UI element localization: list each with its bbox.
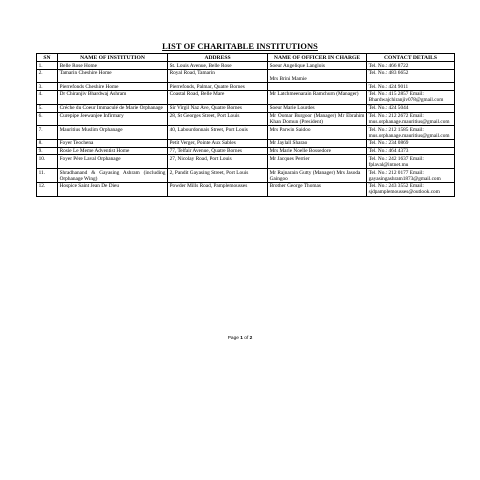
cell-officer: Soeur Marie Lourdes [268, 104, 367, 112]
institutions-table [36, 53, 455, 197]
cell-officer: Mr Jaylall Sharao [268, 140, 367, 148]
table-row [37, 155, 455, 169]
cell-officer: Mr Latchmeenarain Ramchurn (Manager) [268, 91, 367, 105]
table-row [37, 169, 455, 183]
cell-address: Petit Verger, Pointe Aux Sables [168, 140, 268, 148]
cell-officer: Mr Oomar Burgoor (Manager) Mr Ebrahim Khan Domun (President) [268, 112, 367, 126]
cell-address: 27, Nicolay Road, Port Louis [168, 155, 268, 169]
cell-officer: Mrs Marie Noelle Bossedore [268, 147, 367, 155]
cell-name: Foyer Teochena [58, 140, 168, 148]
cell-sn: 11. [37, 169, 58, 183]
cell-contact: Tel. No.: 483 6652 [367, 69, 455, 82]
cell-name: Foyer Père Laval Orphanage [58, 155, 168, 169]
table-header-row [37, 54, 455, 62]
footer-page-prefix: Page [227, 336, 241, 341]
cell-address: Royal Road, Tamarin [168, 69, 268, 82]
header-contact: CONTACT DETAILS [367, 54, 455, 62]
header-address: ADDRESS [168, 54, 268, 62]
document-title: LIST OF CHARITABLE INSTITUTIONS [162, 42, 318, 51]
cell-address: 40, Labourdonnais Street, Port Louis [168, 126, 268, 140]
cell-contact: Tel. No.: 464 4373 [367, 147, 455, 155]
cell-sn: 6. [37, 112, 58, 126]
table-row [37, 126, 455, 140]
table-row [37, 104, 455, 112]
cell-name: Dr Chiranjiv Bhardwaj Ashram [58, 91, 168, 105]
cell-name: Curepipe Jeewanjee Infirmary [58, 112, 168, 126]
cell-name: Tamarin Cheshire Home [58, 69, 168, 82]
cell-sn: 8. [37, 140, 58, 148]
cell-contact: Tel. No.: 242 1637 Email: fplaval@intnet.mu [367, 155, 455, 169]
table-row [37, 83, 455, 91]
footer-page-of: of [242, 336, 250, 341]
cell-name: Hospice Saint Jean De Dieu [58, 183, 168, 197]
table-row [37, 91, 455, 105]
table-row [37, 140, 455, 148]
header-officer: NAME OF OFFICER IN CHARGE [268, 54, 367, 62]
cell-sn: 9. [37, 147, 58, 155]
cell-officer: Mrs Parwin Saidoo [268, 126, 367, 140]
cell-officer: Brother George Thomas [268, 183, 367, 197]
cell-officer [268, 83, 367, 91]
footer-page-total: 2 [249, 336, 253, 341]
cell-contact: Tel. No.: 415 2857 Email: Bhardwajchiranjiv078@gmail.com [367, 91, 455, 105]
cell-address: Pierrefonds, Palmar, Quatre Bornes [168, 83, 268, 91]
cell-address: Powder Mills Road, Pamplemousses [168, 183, 268, 197]
cell-sn: 10. [37, 155, 58, 169]
footer-page-current: 1 [240, 336, 243, 341]
cell-officer: Mr Jacques Perrier [268, 155, 367, 169]
cell-address: St. Louis Avenue, Belle Rose [168, 62, 268, 70]
table-row [37, 69, 455, 82]
cell-name: Shradhanand & Gayasing Ashram (including Orphanage Wing) [58, 169, 168, 183]
header-name: NAME OF INSTITUTION [58, 54, 168, 62]
cell-name: Belle Rose Home [58, 62, 168, 70]
cell-sn: 3. [37, 83, 58, 91]
cell-officer: Mrs Brini Mamie [268, 69, 367, 82]
cell-contact: Tel. No.: 212 1585 Email: mus.orphanage.mauritius@gmail.com [367, 126, 455, 140]
cell-address: 77, Telfair Avenue, Quatre Bornes [168, 147, 268, 155]
cell-sn: 2. [37, 69, 58, 82]
cell-contact: Tel. No.: 424 9011 [367, 83, 455, 91]
cell-officer: Soeur Angelique Langlois [268, 62, 367, 70]
cell-contact: Tel. No.: 466 8722 [367, 62, 455, 70]
table-row [37, 112, 455, 126]
table-row [37, 183, 455, 197]
cell-address: Coastal Road, Belle Mare [168, 91, 268, 105]
cell-contact: Tel. No.: 212 2672 Email: mus.orphanage.mauritius@gmail.com [367, 112, 455, 126]
cell-address: Sir Virgil Naz Ave, Quatre Bornes [168, 104, 268, 112]
cell-name: Rosie Le Meme Adventist Home [58, 147, 168, 155]
cell-name: Créche du Coeur Immaculé de Marie Orphanage [58, 104, 168, 112]
cell-name: Pierrefonds Cheshire Home [58, 83, 168, 91]
cell-sn: 5. [37, 104, 58, 112]
cell-sn: 4. [37, 91, 58, 105]
cell-sn: 1. [37, 62, 58, 70]
table-row [37, 62, 455, 70]
cell-contact: Tel. No.: 424 5044 [367, 104, 455, 112]
cell-contact: Tel. No.: 212 0177 Email: gayasingashram1873@gmail.com [367, 169, 455, 183]
cell-address: 28, St Georges Street, Port Louis [168, 112, 268, 126]
cell-address: 2, Pandit Gayasing Street, Port Louis [168, 169, 268, 183]
header-sn: SN [37, 54, 58, 62]
cell-contact: Tel. No.: 234 0869 [367, 140, 455, 148]
table-row [37, 147, 455, 155]
cell-contact: Tel. No.: 243 3552 Email: sjdpamplemousses@outlook.com [367, 183, 455, 197]
cell-sn: 7. [37, 126, 58, 140]
page-footer [0, 336, 480, 341]
cell-sn: 12. [37, 183, 58, 197]
cell-name: Mauritius Muslim Orphanage [58, 126, 168, 140]
cell-officer: Mr Rajnarain Gutty (Manager) Mrs Jasoda Gaingoo [268, 169, 367, 183]
